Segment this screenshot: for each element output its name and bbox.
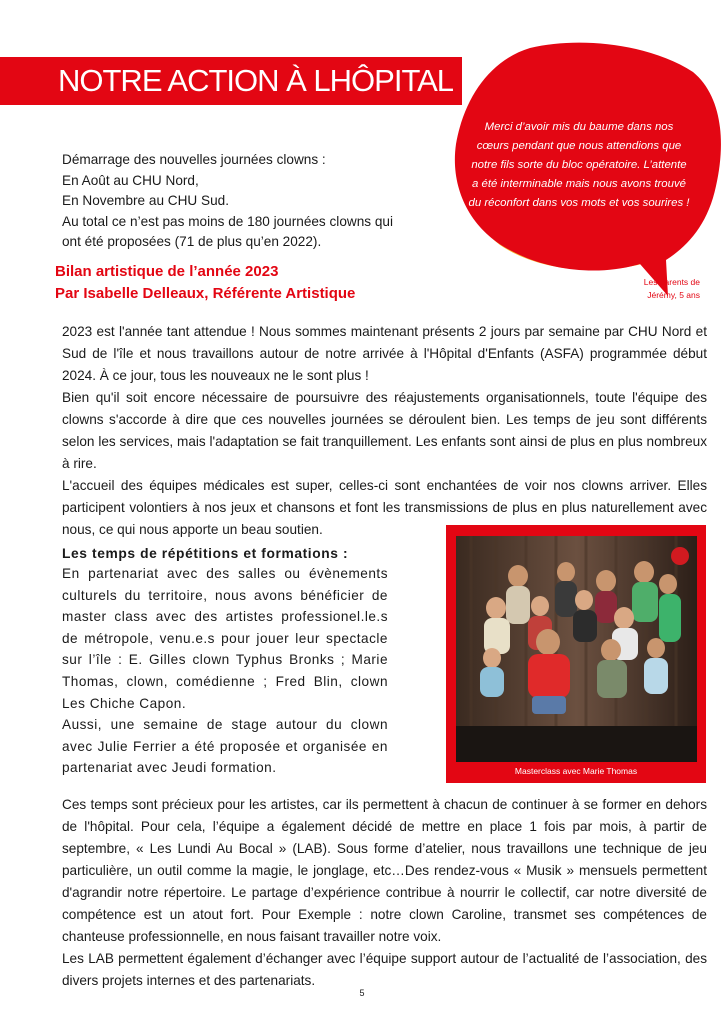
intro-line: En Août au CHU Nord, [62,172,199,188]
paragraph: Ces temps sont précieux pour les artistes, car ils permettent à chacun de continuer à se former en dehors de l'hôpital. Pour cela, l’équipe a également décidé de mettre en place 1 fois par mois, à partir de septembre, « Les Lundi Au Bocal » (LAB). Sous forme d’atelier, nous travaillons une technique de jeu particulière, un outil comme la magie, le jonglage, etc…Des rendez-vous « Musik » mensuels permettent d'agrandir notre répertoire. Le partage d’expérience contribue à nourrir le collectif, car notre diversité de compétence est un atout fort. Pour Exemple : notre clown Caroline, transmet ses compétences de chanteuse professionnelle, en nous faisant travailler notre voix. [62,797,707,944]
section-heading-line: Bilan artistique de l’année 2023 [55,263,279,280]
paragraph: L'accueil des équipes médicales est super, celles-ci sont enchantées de voir nos clowns arriver. Elles participent volontiers à nos jeux et chansons et font les transmissions de plus en plus naturellement avec nous, ce qui nous apporte un beau soutien. [62,478,707,537]
paragraph: Les LAB permettent également d’échanger avec l’équipe support autour de l’actualité de l’association, des divers projets internes et des partenariats. [62,951,707,988]
intro-line: Démarrage des nouvelles journées clowns : [62,152,326,167]
paragraph: En partenariat avec des salles ou évènements culturels du territoire, nous avons bénéficier de master class avec des artistes professionel.le.s de métropole, venu.e.s pour jouer leur spectacle sur l’île : E. Gilles clown Typhus Bronks ; Marie Thomas, clown, comédienne ; Fred Blin, clown Les Chiche Capon. [62,566,388,711]
quote-author-line: Les parents de [643,277,700,287]
photo-caption: Masterclass avec Marie Thomas [514,766,638,776]
section-heading-line: Par Isabelle Delleaux, Référente Artistique [55,285,356,302]
paragraph: 2023 est l'année tant attendue ! Nous sommes maintenant présents 2 jours par semaine par CHU Nord et Sud de l'île et nous travaillons autour de notre arrivée à l'Hôpital d'Enfants (ASFA) programmée début 2024. À ce jour, tous les nouveaux ne le sont plus ! [62,324,707,383]
closing-body [62,794,707,992]
quote-author [600,276,700,302]
intro-line: Au total ce n’est pas moins de 180 journées clowns qui [62,213,393,229]
paragraph: Bien qu'il soit encore nécessaire de poursuivre des réajustements organisationnels, toute l'équipe des clowns s'accorde à dire que ces nouvelles journées se déroulent bien. Les temps de jeu sont différents selon les services, mais l'adaptation se fait tranquillement. Les enfants sont ainsi de plus en plus nombreux à rire. [62,390,707,471]
intro-block [62,150,432,253]
subsection-title: Les temps de répétitions et formations : [62,546,349,561]
section-heading [55,261,355,305]
intro-line: En Novembre au CHU Sud. [62,193,229,208]
paragraph: Aussi, une semaine de stage autour du clown avec Julie Ferrier a été proposée et organisée en partenariat avec Jeudi formation. [62,717,388,776]
page-title: NOTRE ACTION À LHÔPITAL [58,63,454,98]
page-number: 5 [359,988,365,998]
main-body [62,321,707,541]
quote-text: Merci d’avoir mis du baume dans nos cœurs pendant que nous attendions que notre fils sorte du bloc opératoire. L’attente a été interminable mais nous avons trouvé du réconfort dans vos mots et vos sourires ! [468,121,690,209]
subsection-body [62,563,388,779]
quote-author-line: Jérémy, 5 ans [647,290,700,300]
group-photo [456,536,697,762]
intro-line: ont été proposées (71 de plus qu’en 2022). [62,234,322,249]
